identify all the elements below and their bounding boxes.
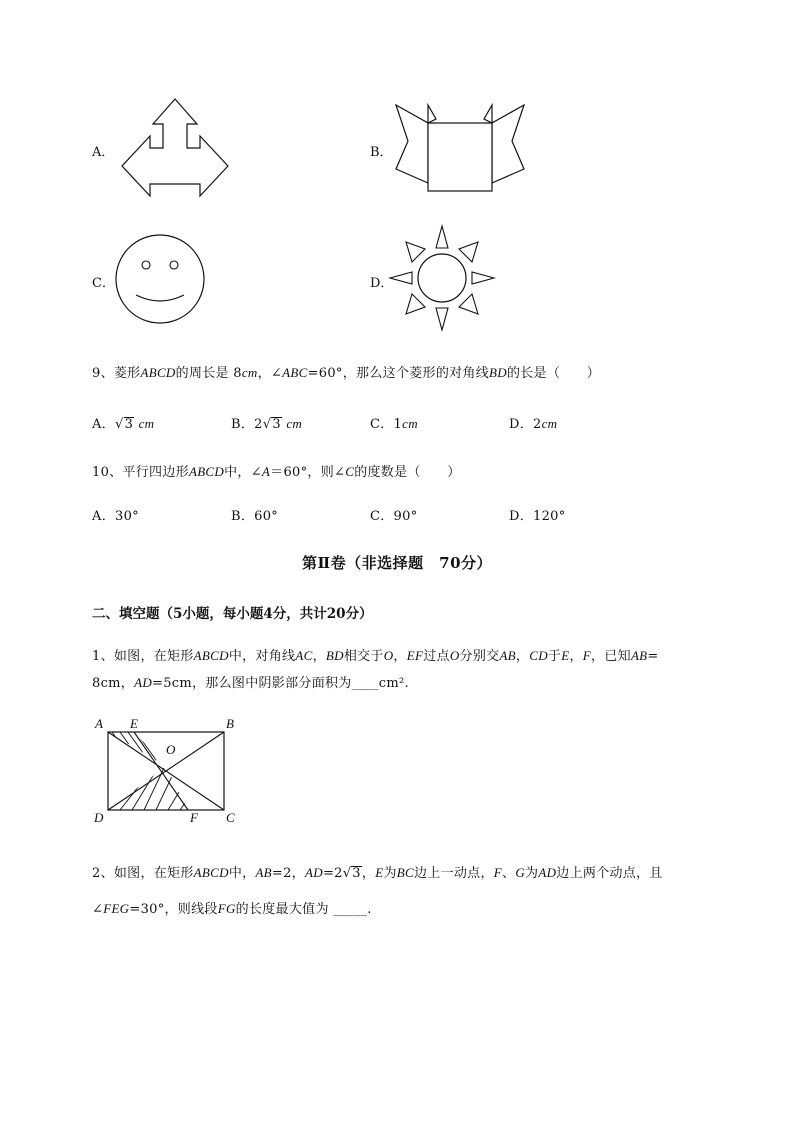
fill-2-line-2: ∠FEG=30°，则线段FG的长度最大值为 _____. (92, 901, 372, 917)
fill-1-line-1: 1、如图，在矩形ABCD中，对角线AC，BD相交于O，EF过点O分别交AB，CD于E，F，已知AB= (92, 648, 659, 664)
section-2-title: 第Ⅱ卷（非选择题 70分） (301, 554, 493, 572)
label-F: F (190, 810, 198, 825)
label-D: D (94, 810, 104, 825)
option-b-label: B． (370, 145, 393, 160)
q9-option-d: D．2cm (509, 416, 558, 432)
sun-icon (388, 224, 498, 334)
fill-1-line-2: 8cm，AD=5cm，那么图中阴影部分面积为____cm². (92, 675, 409, 691)
q10-option-c: C．90° (370, 509, 418, 524)
option-c-label: C． (92, 276, 115, 291)
q10-option-a: A．30° (92, 509, 139, 524)
q9-option-b: B．2√3 cm (231, 416, 303, 432)
label-B: B (226, 716, 234, 731)
smiley-face-icon (114, 233, 206, 325)
q9-option-a: A．√3 cm (92, 416, 155, 432)
fill-blank-title: 二、填空题（5小题，每小题4分，共计20分） (92, 606, 373, 622)
option-d-label: D． (370, 276, 394, 291)
q10-option-b: B．60° (231, 509, 279, 524)
q10-option-d: D．120° (509, 509, 566, 524)
option-a-label: A． (92, 145, 115, 160)
question-9-text: 9、菱形ABCD的周长是 8cm，∠ABC=60°，那么这个菱形的对角线BD的长是（ ） (92, 365, 601, 381)
label-O: O (166, 742, 176, 757)
label-C: C (226, 810, 235, 825)
label-A: A (95, 716, 103, 731)
fill-2-line-1: 2、如图，在矩形ABCD中，AB=2，AD=2√3，E为BC边上一动点，F、G为AD边上两个动点，且 (92, 865, 663, 881)
q9-option-c: C．1cm (370, 416, 418, 432)
square-with-ribbons-icon (392, 103, 532, 195)
label-E: E (130, 716, 138, 731)
three-arrows-icon (110, 96, 240, 198)
question-10-text: 10、平行四边形ABCD中，∠A＝60°，则∠C的度数是（ ） (92, 464, 461, 480)
